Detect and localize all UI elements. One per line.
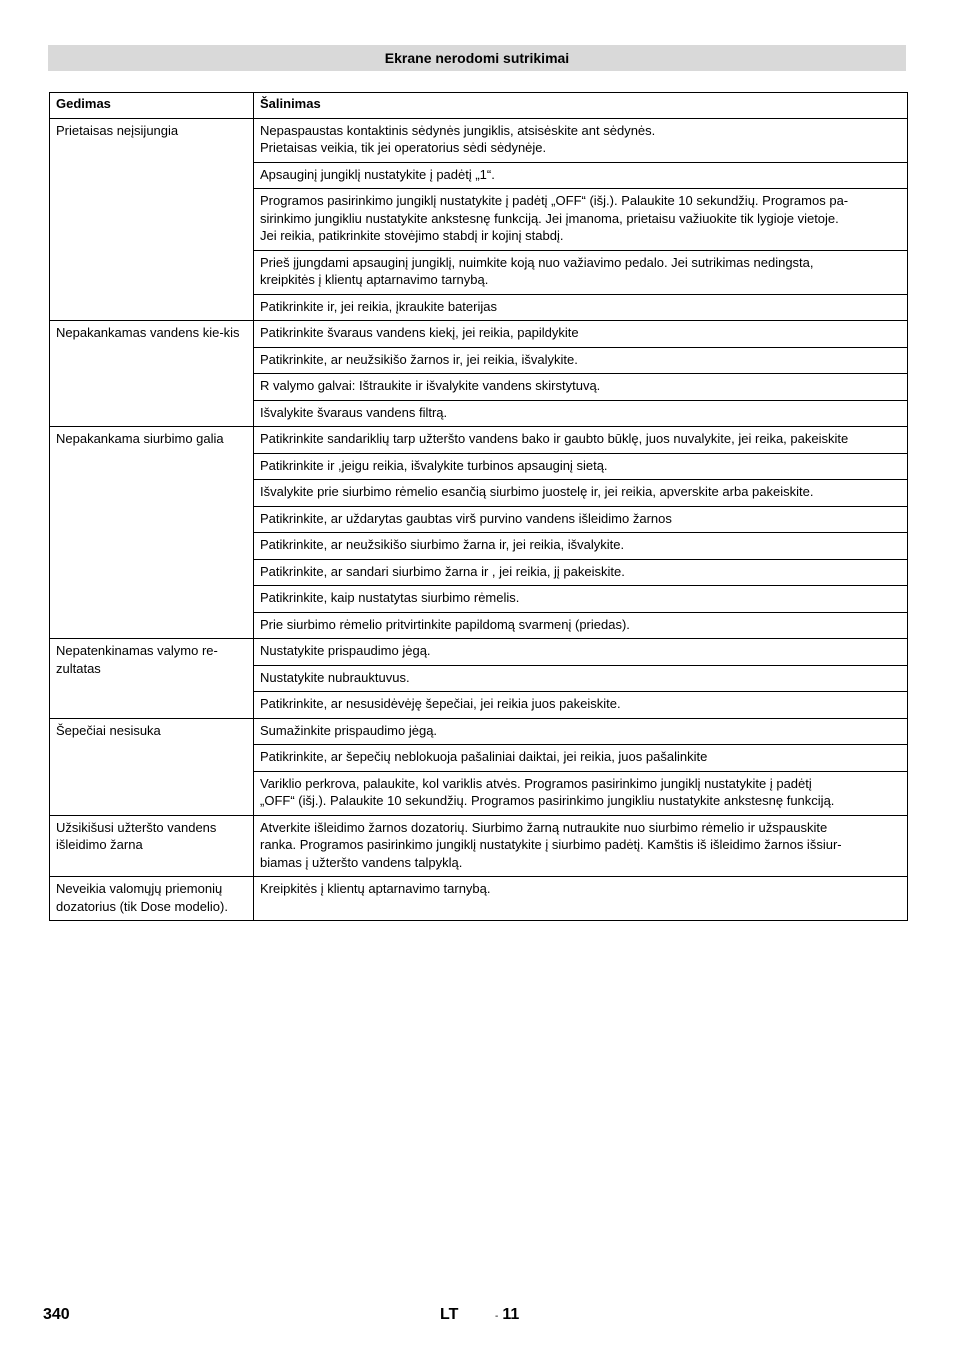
remedy-cell — [254, 374, 908, 401]
remedy-cell — [254, 480, 908, 507]
remedy-cell — [254, 815, 908, 877]
remedy-line: Patikrinkite, kaip nustatytas siurbimo rėmelis. — [260, 590, 520, 605]
remedy-line: Išvalykite švaraus vandens filtrą. — [260, 404, 448, 420]
remedy-cell — [254, 718, 908, 745]
troubleshooting-table — [49, 92, 908, 921]
remedy-line: Patikrinkite švaraus vandens kiekį, jei reikia, papildykite — [260, 325, 579, 340]
table-row — [50, 321, 908, 348]
remedy-cell — [254, 533, 908, 560]
sub-page-value: 11 — [502, 1306, 520, 1323]
remedy-line: Patikrinkite, ar sandari siurbimo žarna ir , jei reikia, jį pakeiskite. — [260, 563, 625, 579]
remedy-line: Sumažinkite prispaudimo jėgą. — [260, 722, 438, 738]
remedy-line: Patikrinkite, ar neužsikišo žarnos ir, jei reikia, išvalykite. — [260, 351, 578, 367]
remedy-line: „OFF“ (išj.). Palaukite 10 sekundžių. Programos pasirinkimo jungikliu nustatykite ankstesnę funkciją. — [260, 793, 835, 808]
remedy-cell — [254, 189, 908, 251]
language-code: LT — [440, 1306, 459, 1323]
remedy-cell — [254, 347, 908, 374]
remedy-line: Prieš įjungdami apsauginį jungiklį, nuimkite koją nuo važiavimo pedalo. Jei sutrikimas nedingsta, — [260, 254, 814, 270]
page-number: 340 — [43, 1306, 70, 1323]
fault-cell: Nepakankama siurbimo galia — [50, 427, 254, 639]
fault-cell: Nepakankamas vandens kie-kis — [50, 321, 254, 427]
table-row — [50, 118, 908, 162]
table-header-row — [50, 93, 908, 119]
remedy-line: Prie siurbimo rėmelio pritvirtinkite papildomą svarmenį (priedas). — [260, 616, 630, 632]
remedy-cell — [254, 639, 908, 666]
remedy-cell — [254, 559, 908, 586]
remedy-cell — [254, 745, 908, 772]
section-title: Ekrane nerodomi sutrikimai — [48, 45, 906, 71]
remedy-line: Jei reikia, patikrinkite stovėjimo stabdį ir kojinį stabdį. — [260, 228, 564, 243]
table-row — [50, 718, 908, 745]
remedy-cell — [254, 162, 908, 189]
remedy-cell — [254, 612, 908, 639]
remedy-line: Nepaspaustas kontaktinis sėdynės jungiklis, atsisėskite ant sėdynės. — [260, 122, 656, 138]
remedy-cell — [254, 294, 908, 321]
remedy-cell — [254, 453, 908, 480]
remedy-line: Nustatykite prispaudimo jėgą. — [260, 643, 431, 658]
remedy-cell — [254, 771, 908, 815]
fault-cell: Nepatenkinamas valymo re-zultatas — [50, 639, 254, 719]
remedy-line: Patikrinkite, ar nesusidėvėję šepečiai, jei reikia juos pakeiskite. — [260, 696, 621, 711]
remedy-line: Patikrinkite ir, jei reikia, įkraukite baterijas — [260, 298, 497, 314]
remedy-line: kreipkitės į klientų aptarnavimo tarnybą. — [260, 272, 489, 287]
remedy-line: Išvalykite prie siurbimo rėmelio esančią siurbimo juostelę ir, jei reikia, apverskite arba pakeiskite. — [260, 484, 814, 499]
remedy-line: Kreipkitės į klientų aptarnavimo tarnybą. — [260, 881, 491, 896]
remedy-line: Programos pasirinkimo jungiklį nustatykite į padėtį „OFF“ (išj.). Palaukite 10 sekundžių. Programos pa- — [260, 193, 849, 208]
table-row — [50, 815, 908, 877]
remedy-cell — [254, 118, 908, 162]
remedy-cell — [254, 321, 908, 348]
table-body — [50, 118, 908, 921]
fault-cell: Šepečiai nesisuka — [50, 718, 254, 815]
remedy-line: Atverkite išleidimo žarnos dozatorių. Siurbimo žarną nutraukite nuo siurbimo rėmelio ir užspauskite — [260, 819, 828, 835]
remedy-cell — [254, 400, 908, 427]
remedy-line: Apsauginį jungiklį nustatykite į padėtį „1“. — [260, 166, 495, 182]
remedy-line: Patikrinkite, ar uždarytas gaubtas virš purvino vandens išleidimo žarnos — [260, 510, 672, 526]
remedy-cell — [254, 586, 908, 613]
remedy-line: Variklio perkrova, palaukite, kol variklis atvės. Programos pasirinkimo jungiklį nustatykite į padėtį — [260, 775, 812, 791]
remedy-line: Patikrinkite ir ,jeigu reikia, išvalykite turbinos apsauginį sietą. — [260, 457, 608, 473]
remedy-line: R valymo galvai: Ištraukite ir išvalykite vandens skirstytuvą. — [260, 378, 601, 393]
fault-cell: Užsikišusi užteršto vandens išleidimo žarna — [50, 815, 254, 877]
dash: - — [495, 1311, 499, 1322]
remedy-cell — [254, 250, 908, 294]
table-row — [50, 877, 908, 921]
table-row — [50, 427, 908, 454]
remedy-line: Prietaisas veikia, tik jei operatorius sėdi sėdynėje. — [260, 140, 547, 155]
remedy-line: Nustatykite nubrauktuvus. — [260, 669, 410, 685]
fault-cell: Prietaisas neįsijungia — [50, 118, 254, 321]
column-header-fault: Gedimas — [50, 93, 254, 119]
remedy-line: Patikrinkite sandariklių tarp užteršto vandens bako ir gaubto būklę, juos nuvalykite, jei reika, pakeiskite — [260, 431, 849, 446]
remedy-cell — [254, 427, 908, 454]
remedy-line: ranka. Programos pasirinkimo jungiklį nustatykite į siurbimo padėtį. Kamštis iš išleidimo žarnos išsiur- — [260, 837, 842, 852]
remedy-line: Patikrinkite, ar šepečių neblokuoja pašaliniai daiktai, jei reikia, juos pašalinkite — [260, 749, 708, 764]
remedy-cell — [254, 877, 908, 921]
column-header-remedy: Šalinimas — [254, 93, 908, 119]
table-row — [50, 639, 908, 666]
remedy-line: biamas į užteršto vandens talpyklą. — [260, 854, 463, 870]
remedy-cell — [254, 665, 908, 692]
remedy-line: Patikrinkite, ar neužsikišo siurbimo žarna ir, jei reikia, išvalykite. — [260, 537, 625, 552]
remedy-cell — [254, 506, 908, 533]
sub-page-number — [495, 1306, 519, 1324]
remedy-cell — [254, 692, 908, 719]
remedy-line: sirinkimo jungikliu nustatykite ankstesnę funkciją. Jei įmanoma, prietaisu važiuokite tik lygioje vietoje. — [260, 210, 839, 226]
fault-cell: Neveikia valomųjų priemonių dozatorius (tik Dose modelio). — [50, 877, 254, 921]
